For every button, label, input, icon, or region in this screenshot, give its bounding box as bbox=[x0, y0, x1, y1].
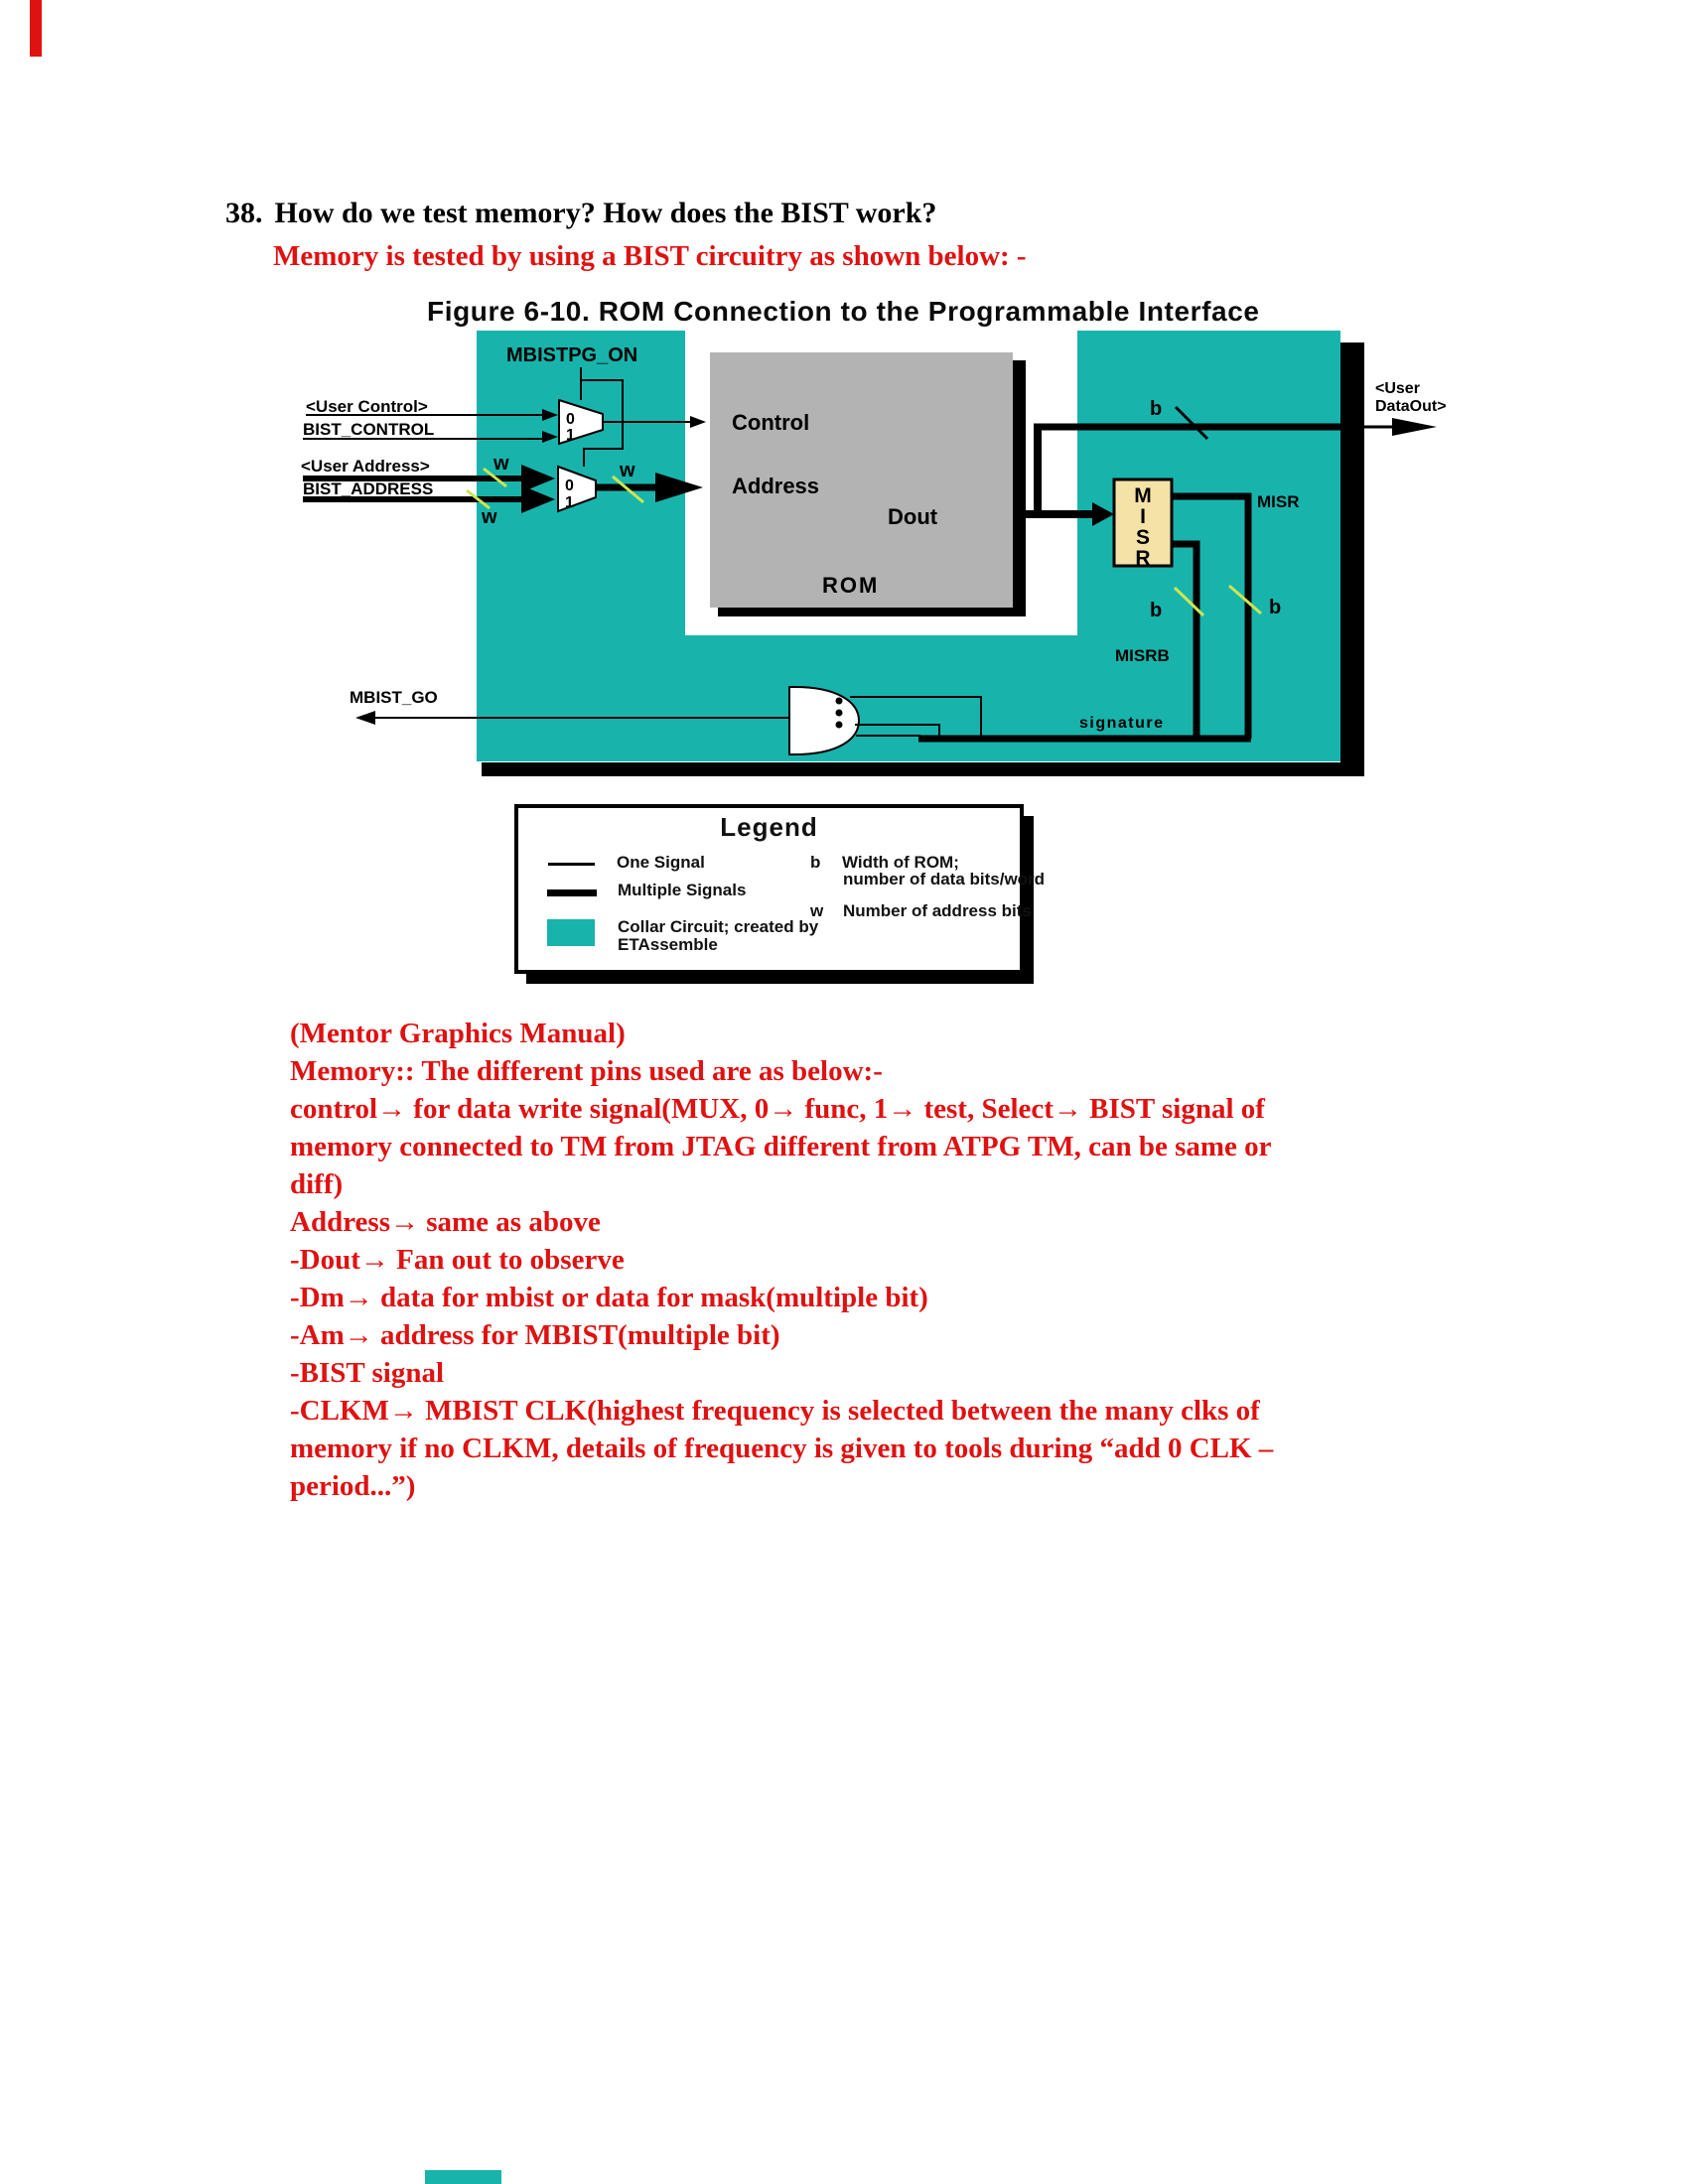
legend-w-text: Number of address bits bbox=[843, 901, 1032, 920]
rom-address-pin-label: Address bbox=[732, 474, 820, 498]
note-line: memory connected to TM from JTAG different from ATPG TM, can be same or bbox=[290, 1131, 1272, 1162]
user-control-label: <User Control> bbox=[306, 397, 428, 416]
user-dataout-label-2: DataOut> bbox=[1375, 398, 1447, 415]
mbist-go-label: MBIST_GO bbox=[350, 688, 438, 707]
rom-label: ROM bbox=[822, 573, 880, 598]
answer-intro: Memory is tested by using a BIST circuitry as shown below: - bbox=[273, 240, 1027, 272]
misr-letter-m: M bbox=[1134, 484, 1152, 507]
bist-diagram bbox=[298, 328, 1450, 789]
one-signal-swatch bbox=[548, 863, 595, 866]
note-line: -Am→ address for MBIST(multiple bit) bbox=[290, 1319, 780, 1351]
misr-letter-s: S bbox=[1135, 526, 1151, 549]
question-text: How do we test memory? How does the BIST work? bbox=[274, 197, 937, 229]
figure-title: Figure 6-10. ROM Connection to the Programmable Interface bbox=[427, 296, 1260, 327]
note-line: memory if no CLKM, details of frequency is given to tools during “add 0 CLK – bbox=[290, 1433, 1274, 1464]
misr-letter-i: I bbox=[1140, 505, 1146, 528]
note-line: period...”) bbox=[290, 1470, 416, 1502]
note-line: control→ for data write signal(MUX, 0→ func, 1→ test, Select→ BIST signal of bbox=[290, 1093, 1265, 1125]
misrb-b-label: b bbox=[1150, 600, 1163, 621]
misr-net-label: MISR bbox=[1257, 492, 1300, 511]
bist-control-label: BIST_CONTROL bbox=[303, 420, 435, 439]
collar-circuit-swatch bbox=[547, 919, 595, 946]
mbistpg-on-label: MBISTPG_ON bbox=[506, 344, 638, 366]
legend-b-symbol: b bbox=[810, 853, 821, 872]
frame-shadow-bottom bbox=[482, 762, 1364, 776]
rom-dout-pin-label: Dout bbox=[888, 504, 938, 529]
legend-w-symbol: w bbox=[810, 901, 824, 920]
note-line: diff) bbox=[290, 1168, 344, 1200]
question-heading bbox=[225, 197, 936, 230]
question-number: 38. bbox=[225, 197, 263, 229]
rom-shadow-right bbox=[1013, 360, 1026, 615]
gate-input-dot bbox=[836, 698, 843, 705]
legend-title: Legend bbox=[720, 812, 818, 842]
user-dataout-arrow bbox=[1392, 418, 1437, 436]
note-line: Address→ same as above bbox=[290, 1206, 601, 1238]
answer-notes bbox=[290, 1015, 1511, 1505]
gate-input-dot bbox=[836, 710, 843, 717]
address-out-w-label: w bbox=[620, 460, 635, 481]
mbist-go-arrow bbox=[355, 711, 375, 725]
address-mux-1: 1 bbox=[565, 494, 574, 511]
user-address-label: <User Address> bbox=[301, 457, 430, 476]
note-line: -BIST signal bbox=[290, 1357, 445, 1389]
legend-multiple-signals: Multiple Signals bbox=[618, 881, 747, 899]
address-mux-0: 0 bbox=[565, 478, 574, 494]
control-mux-1: 1 bbox=[566, 427, 575, 444]
signature-net-label: signature bbox=[1079, 715, 1165, 732]
note-line: Memory:: The different pins used are as below:- bbox=[290, 1055, 883, 1087]
legend-box bbox=[514, 804, 1046, 974]
dataout-b-label: b bbox=[1150, 398, 1163, 420]
legend-b-text-2: number of data bits/word bbox=[843, 870, 1046, 888]
user-address-w-label: w bbox=[493, 453, 509, 475]
note-line: -Dm→ data for mbist or data for mask(multiple bit) bbox=[290, 1282, 928, 1313]
frame-shadow-right bbox=[1340, 342, 1364, 776]
misr-letter-r: R bbox=[1135, 547, 1151, 570]
legend-collar-circuit: Collar Circuit; created by bbox=[618, 917, 819, 936]
bist-address-label: BIST_ADDRESS bbox=[303, 479, 434, 498]
legend-collar-circuit-2: ETAssemble bbox=[618, 935, 718, 954]
scan-artifact-red bbox=[30, 0, 42, 57]
note-line: -CLKM→ MBIST CLK(highest frequency is selected between the many clks of bbox=[290, 1395, 1260, 1427]
legend-b-text: Width of ROM; bbox=[842, 853, 959, 872]
control-mux-0: 0 bbox=[566, 411, 575, 428]
user-dataout-label-1: <User bbox=[1375, 380, 1420, 397]
note-line: -Dout→ Fan out to observe bbox=[290, 1244, 625, 1276]
gate-input-dot bbox=[836, 722, 843, 729]
misrb-net-label: MISRB bbox=[1115, 646, 1170, 665]
rom-shadow-bottom bbox=[718, 608, 1026, 616]
note-line: (Mentor Graphics Manual) bbox=[290, 1018, 626, 1049]
multiple-signals-swatch bbox=[547, 889, 597, 896]
rom-control-pin-label: Control bbox=[732, 410, 810, 435]
misr-b-label: b bbox=[1269, 597, 1282, 618]
bist-diagram-svg bbox=[298, 328, 1450, 784]
scan-artifact-teal bbox=[425, 2170, 501, 2184]
bist-address-w-label: w bbox=[482, 506, 497, 528]
legend-one-signal: One Signal bbox=[617, 853, 705, 872]
